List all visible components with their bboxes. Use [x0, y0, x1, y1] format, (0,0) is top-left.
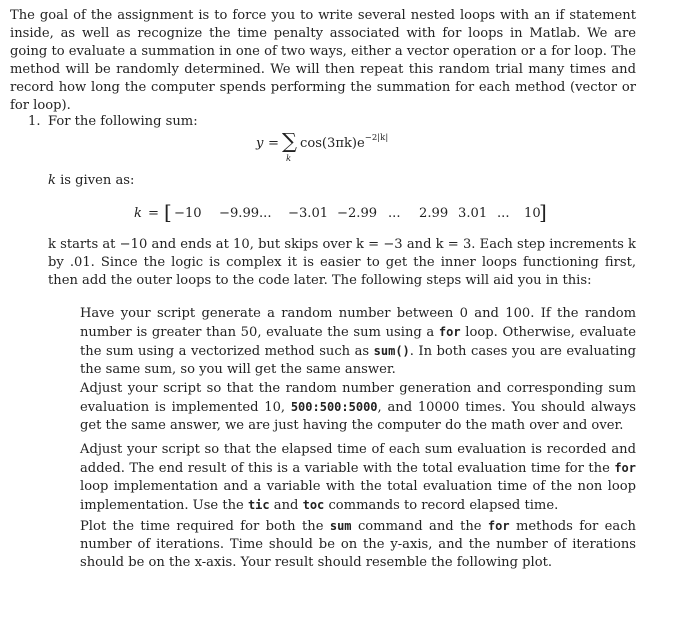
step-paragraph	[80, 305, 636, 379]
code-toc: toc	[302, 498, 325, 512]
item-text: For the following sum:	[48, 114, 198, 129]
step-text: Plot the time required for both the	[80, 519, 330, 534]
code-for: for	[614, 461, 636, 475]
eq-lhs: y	[256, 136, 264, 151]
step-text: Adjust your script so that the elapsed time of each sum evaluation is recorded and added. The end result of this is a variable with the total evaluation time for the	[80, 442, 636, 476]
k-eq-open-bracket: [	[164, 200, 172, 224]
step-text: Have your script generate a random number between 0 and 100. If the random number is greater than 50, evaluate the sum using a	[80, 306, 636, 340]
step-text: loop. Otherwise, evaluate the sum using a vectorized method such as	[80, 325, 636, 359]
k-eq-lhs: k	[134, 206, 142, 221]
code-tic: tic	[247, 498, 270, 512]
item-number: 1.	[28, 114, 41, 129]
eq-body	[300, 133, 389, 151]
step-text: . In both cases you are evaluating the same sum, so you will get the same answer.	[80, 344, 636, 377]
k-term: −2.99	[337, 206, 378, 221]
k-eq-close-bracket: ]	[539, 200, 547, 224]
step-paragraph	[80, 380, 636, 435]
step-paragraph	[80, 441, 636, 515]
eq-equals: =	[268, 136, 279, 151]
k-eq-equals: =	[148, 206, 159, 221]
k-term: 3.01	[458, 206, 488, 221]
step-text: commands to record elapsed time.	[324, 498, 559, 513]
eq-body-text: cos(3πk)e	[300, 136, 365, 151]
k-var: k	[48, 173, 56, 188]
k-term: ...	[388, 206, 401, 221]
k-term: −3.01	[288, 206, 329, 221]
k-term: −9.99	[219, 206, 260, 221]
k-description-paragraph: k starts at −10 and ends at 10, but skips over k = −3 and k = 3. Each step increments k by .01. Since the logic is complex it is easier to get the inner loops functioning first, then add the outer loops to the code later. The following steps will aid you in this:	[48, 237, 636, 288]
sum-index: k	[286, 154, 292, 164]
k-term: −10	[174, 206, 202, 221]
intro-paragraph: The goal of the assignment is to force you to write several nested loops with an if statement inside, as well as recognize the time penalty associated with for loops in Matlab. We are going to evaluate a summation in one of two ways, either a vector operation or a for loop. The method will be randomly determined. We will then repeat this random trial many times and record how long the computer spends performing the summation for each method (vector or for loop).	[10, 8, 636, 113]
sigma-symbol: ∑	[282, 129, 297, 153]
step-text: and	[269, 498, 303, 513]
code-for: for	[487, 519, 510, 533]
k-term: ...	[259, 206, 272, 221]
code-sum: sum	[329, 519, 352, 533]
step-paragraph	[80, 517, 636, 572]
step-text: Adjust your script so that the random number generation and corresponding sum evaluation is implemented 10,	[80, 381, 636, 415]
k-equation	[134, 201, 554, 227]
code-for: for	[438, 325, 461, 339]
eq-exponent: −2|k|	[364, 133, 389, 143]
k-term: 2.99	[419, 206, 449, 221]
sum-equation	[256, 128, 456, 168]
k-term: 10	[524, 206, 541, 221]
k-given-text: is given as:	[55, 173, 135, 188]
k-term: ...	[497, 206, 510, 221]
code-range: 500:500:5000	[290, 400, 378, 414]
k-given-line	[48, 172, 134, 190]
step-text: methods for each number of iterations. Time should be on the y-axis, and the number of iterations should be on the x-axis. Your result should resemble the following plot.	[80, 519, 636, 570]
step-text: command and the	[351, 519, 488, 534]
code-sum: sum()	[373, 344, 410, 358]
step-text: loop implementation and a variable with the total evaluation time of the non loop implementation. Use the	[80, 479, 636, 513]
step-text: , and 10000 times. You should always get the same answer, we are just having the computer do the math over and over.	[80, 400, 637, 433]
